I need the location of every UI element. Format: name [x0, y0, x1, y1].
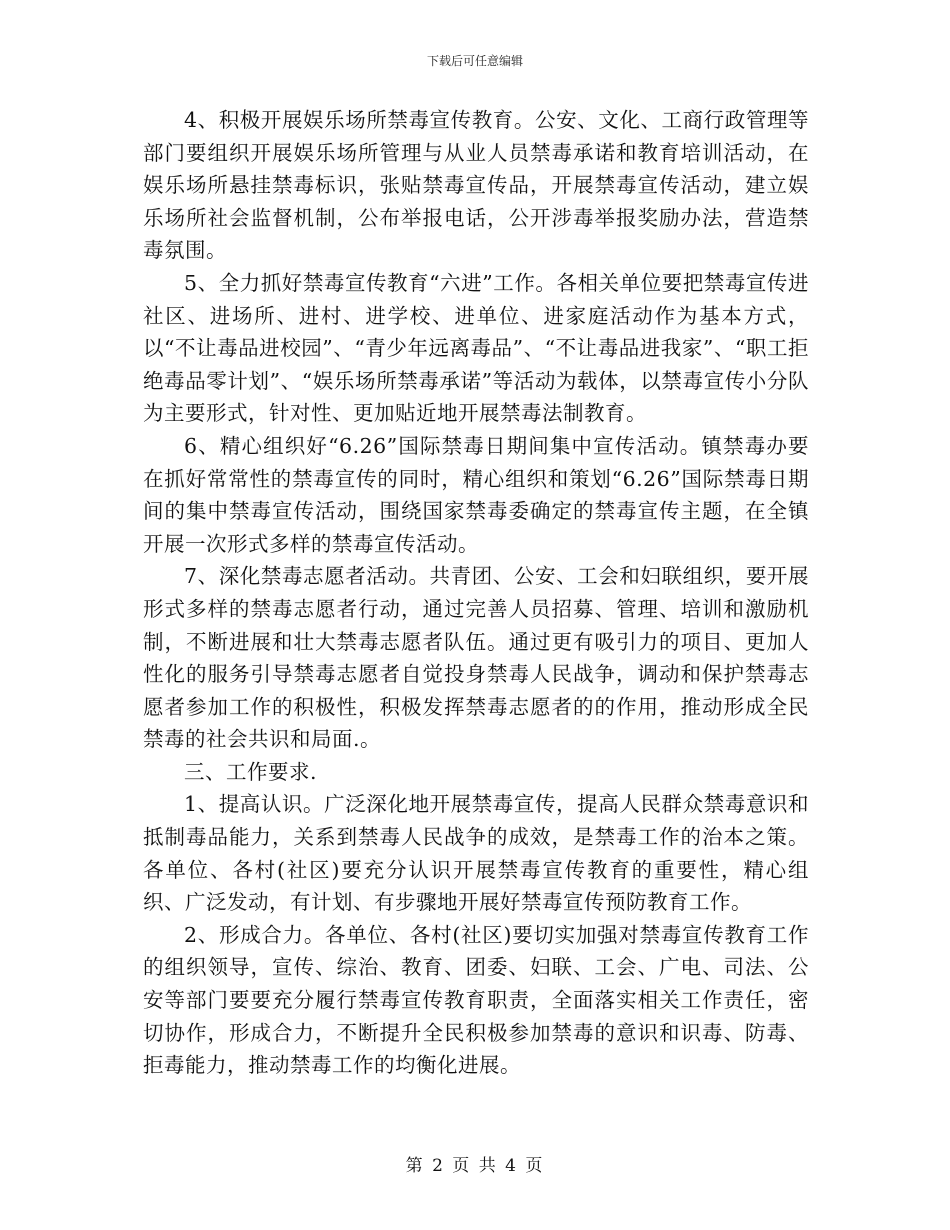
page-number-footer: 第 2 页 共 4 页: [405, 1156, 545, 1176]
paragraph-item-7: 7、深化禁毒志愿者活动。共青团、公安、工会和妇联组织，要开展形式多样的禁毒志愿者行动，通过完善人员招募、管理、培训和激励机制，不断进展和壮大禁毒志愿者队伍。通过更有吸引力的项目、更加人性化的服务引导禁毒志愿者自觉投身禁毒人民战争，调动和保护禁毒志愿者参加工作的积极性，积极发挥禁毒志愿者的的作用，推动形成全民禁毒的社会共识和局面.。: [143, 564, 809, 752]
document-body: [143, 104, 809, 1082]
paragraph-requirement-1: 1、提高认识。广泛深化地开展禁毒宣传，提高人民群众禁毒意识和抵制毒品能力，关系到禁毒人民战争的成效，是禁毒工作的治本之策。各单位、各村(社区)要充分认识开展禁毒宣传教育的重要性，精心组织、广泛发动，有计划、有步骤地开展好禁毒宣传预防教育工作。: [143, 792, 809, 915]
section-heading-requirements: 三、工作要求.: [184, 759, 318, 784]
paragraph-item-4: 4、积极开展娱乐场所禁毒宣传教育。公安、文化、工商行政管理等部门要组织开展娱乐场所管理与从业人员禁毒承诺和教育培训活动，在娱乐场所悬挂禁毒标识，张贴禁毒宣传品，开展禁毒宣传活动，建立娱乐场所社会监督机制，公布举报电话，公开涉毒举报奖励办法，营造禁毒氛围。: [143, 108, 809, 263]
paragraph-item-5: 5、全力抓好禁毒宣传教育“六进”工作。各相关单位要把禁毒宣传进社区、进场所、进村、进学校、进单位、进家庭活动作为基本方式，以“不让毒品进校园”、“青少年远离毒品”、“不让毒品进我家”、“职工拒绝毒品零计划”、“娱乐场所禁毒承诺”等活动为载体，以禁毒宣传小分队为主要形式，针对性、更加贴近地开展禁毒法制教育。: [143, 270, 809, 426]
paragraph-item-6: 6、精心组织好“6.26”国际禁毒日期间集中宣传活动。镇禁毒办要在抓好常常性的禁毒宣传的同时，精心组织和策划“6.26”国际禁毒日期间的集中禁毒宣传活动，围绕国家禁毒委确定的禁毒宣传主题，在全镇开展一次形式多样的禁毒宣传活动。: [143, 433, 809, 556]
paragraph-requirement-2: 2、形成合力。各单位、各村(社区)要切实加强对禁毒宣传教育工作的组织领导，宣传、综治、教育、团委、妇联、工会、广电、司法、公安等部门要要充分履行禁毒宣传教育职责，全面落实相关工作责任，密切协作，形成合力，不断提升全民积极参加禁毒的意识和识毒、防毒、拒毒能力，推动禁毒工作的均衡化进展。: [143, 922, 809, 1078]
page-header: 下载后可任意编辑: [426, 54, 523, 68]
